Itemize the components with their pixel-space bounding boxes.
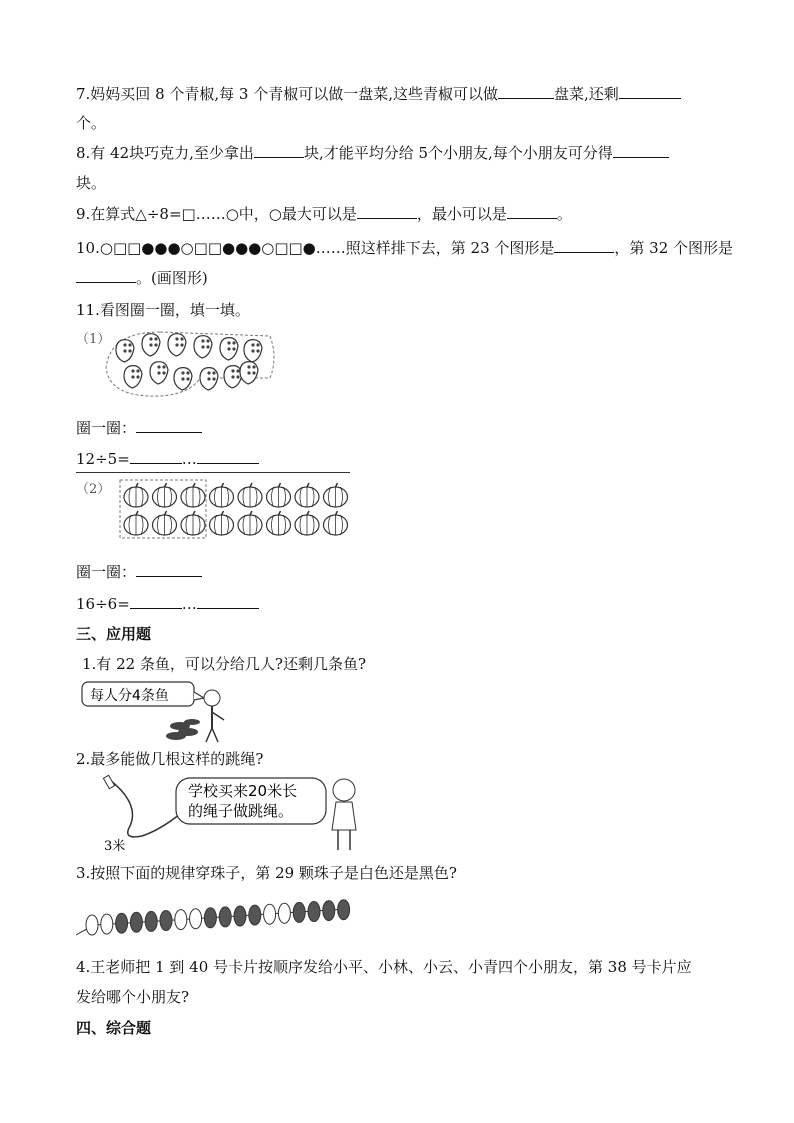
pumpkin-icon [238,483,262,507]
strawberry-icon [224,366,242,388]
strawberry-icon [244,340,262,362]
question-9: 9.在算式△÷8=□……○中，○最大可以是 ，最小可以是 。 [76,205,572,223]
white-bead [175,910,187,930]
strawberry-icon [220,338,238,360]
strawberry-icon [116,340,134,362]
question-7-line-2: 个。 [76,114,107,132]
pumpkin-icon [124,511,148,535]
answer-blank[interactable] [254,143,304,158]
circle-line-2: 圈一圈： [76,562,202,582]
black-bead [308,902,320,922]
fish-pile-icon [166,719,200,740]
strawberry-icon [200,368,218,390]
boy-head-icon [204,690,220,706]
rope-length-label: 3米 [104,839,126,854]
question-8-line-1: 8.有 42块巧克力,至少拿出 块,才能平均分给 5个小朋友,每个小朋友可分得 [76,143,669,163]
pumpkin-icon [210,483,234,507]
white-bead [86,915,98,935]
black-bead [160,911,172,931]
pumpkin-icon [238,511,262,535]
black-bead [249,905,261,925]
black-bead [234,906,246,926]
black-bead [145,911,157,931]
section-3-title: 三、应用题 [76,625,152,643]
rope-handle-icon [103,775,114,788]
black-bead [293,902,305,922]
question-10-line-1: 10.○□□●●●○□□●●●○□□●……照这样排下去，第 23 个图形是 ，第 32 个图形是 [76,239,734,257]
answer-blank[interactable] [619,84,681,99]
pumpkin-group [124,483,348,535]
applied-question-2: 2.最多能做几根这样的跳绳? [76,750,264,768]
divider-line [76,472,350,473]
fish-illustration [80,680,240,744]
pumpkin-icon [153,511,177,535]
part-2-label: （2） [76,482,111,497]
pumpkin-icon [267,511,291,535]
black-bead [130,912,142,932]
answer-blank[interactable] [554,238,614,253]
answer-blank[interactable] [136,418,202,433]
strawberry-icon [174,368,192,390]
applied-question-4-line-2: 发给哪个小朋友? [76,988,190,1006]
strawberry-icon [194,336,212,358]
bubble-text-line-2: 的绳子做跳绳。 [188,802,294,820]
pumpkin-icon [295,511,319,535]
answer-blank[interactable] [507,204,557,219]
applied-question-1: 1.有 22 条鱼，可以分给几人?还剩几条鱼? [82,655,367,673]
pumpkin-icon [181,511,205,535]
pumpkin-icon [210,511,234,535]
strawberry-icon [142,334,160,356]
expression-1: 12÷5= … [76,449,259,469]
answer-blank[interactable] [76,268,136,283]
child-head-icon [333,779,355,801]
bubble-text-line-1: 学校买来20米长 [188,782,298,800]
answer-blank[interactable] [130,449,182,464]
strawberry-group [116,334,262,390]
question-10-line-2: 。(画图形) [76,268,208,288]
section-4-title: 四、综合题 [76,1019,152,1037]
pumpkin-icon [295,483,319,507]
answer-blank[interactable] [130,594,182,609]
pumpkin-picture [118,478,358,540]
applied-question-3: 3.按照下面的规律穿珠子，第 29 颗珠子是白色还是黑色? [76,864,457,882]
strawberry-picture [100,328,280,400]
applied-question-4-line-1: 4.王老师把 1 到 40 号卡片按顺序发给小平、小林、小云、小青四个小朋友，第 38 号卡片应 [76,958,692,976]
white-bead [101,914,113,934]
white-bead [264,904,276,924]
pumpkin-icon [324,483,348,507]
answer-blank[interactable] [613,143,669,158]
strawberry-icon [124,366,142,388]
strawberry-icon [240,362,258,384]
black-bead [338,900,350,920]
black-bead [323,901,335,921]
pumpkin-icon [153,483,177,507]
pumpkin-icon [324,511,348,535]
bubble-text: 每人分4条鱼 [90,688,169,704]
answer-blank[interactable] [357,204,417,219]
jump-rope-illustration [100,774,370,854]
question-11-title: 11.看图圈一圈，填一填。 [76,301,250,319]
part-1-label: （1） [76,332,111,347]
pumpkin-icon [267,483,291,507]
white-bead [190,909,202,929]
expression-2: 16÷6= … [76,594,259,614]
question-8-line-2: 块。 [76,174,107,192]
bead-string [76,895,356,939]
answer-blank[interactable] [197,594,259,609]
answer-blank[interactable] [136,562,202,577]
black-bead [219,907,231,927]
answer-blank[interactable] [498,84,554,99]
strawberry-icon [150,362,168,384]
answer-blank[interactable] [197,449,259,464]
circle-line-1: 圈一圈： [76,418,202,438]
white-bead [278,903,290,923]
black-bead [204,908,216,928]
pumpkin-icon [181,483,205,507]
black-bead [116,913,128,933]
question-7-line-1: 7.妈妈买回 8 个青椒,每 3 个青椒可以做一盘菜,这些青椒可以做 盘菜,还剩 [76,84,681,104]
strawberry-icon [168,334,186,356]
pumpkin-icon [124,483,148,507]
